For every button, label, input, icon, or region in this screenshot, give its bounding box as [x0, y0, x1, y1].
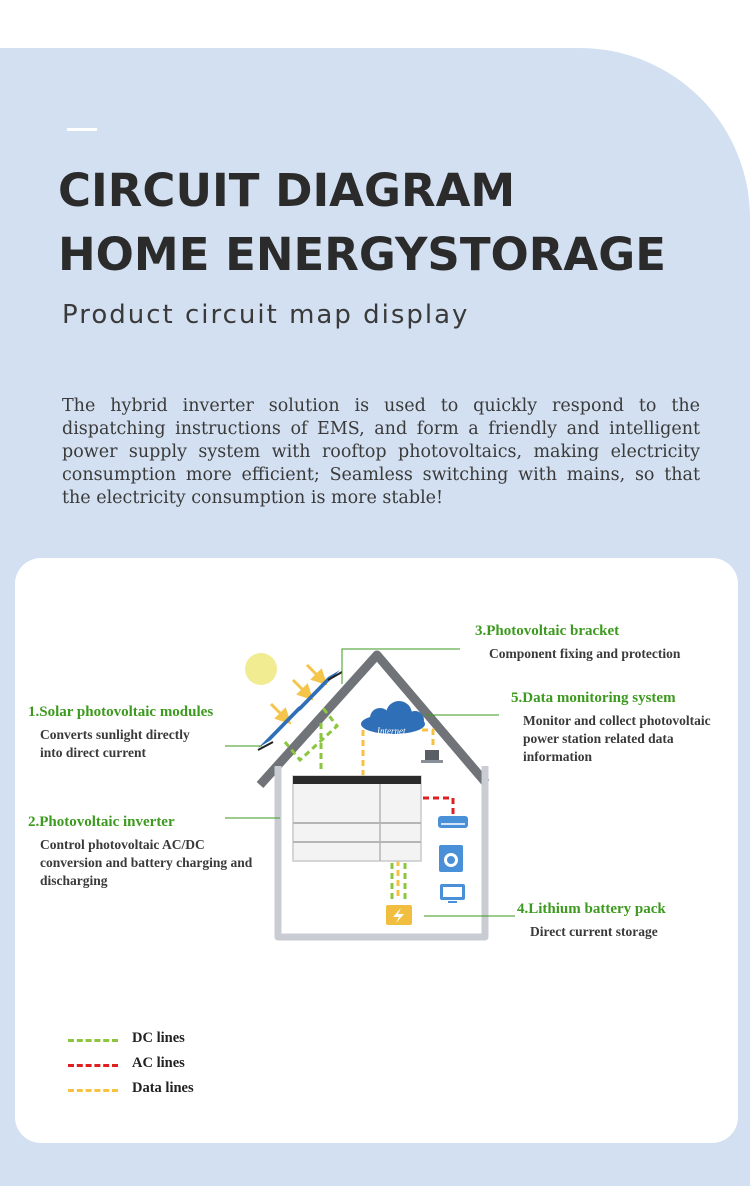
label-solar-modules-desc: Converts sunlight directly into direct current	[40, 727, 190, 760]
label-solar-modules-title: 1.Solar photovoltaic modules	[28, 704, 214, 720]
washing-machine-icon	[439, 845, 463, 872]
label-bracket-title: 3.Photovoltaic bracket	[475, 623, 620, 639]
title-line-2: HOME ENERGYSTORAGE	[58, 228, 666, 281]
label-monitoring-title: 5.Data monitoring system	[511, 690, 676, 706]
diagram-card	[15, 558, 738, 1143]
label-inverter-title: 2.Photovoltaic inverter	[28, 814, 175, 830]
label-battery-title: 4.Lithium battery pack	[517, 901, 666, 917]
label-bracket-desc: Component fixing and protection	[489, 646, 681, 661]
inverter-icon	[293, 776, 421, 861]
legend-ac-line	[68, 1064, 118, 1067]
battery-icon	[386, 905, 412, 925]
accent-dash	[67, 128, 97, 131]
description-paragraph: The hybrid inverter solution is used to quickly respond to the dispatching instructions of EMS, and form a friendly and intelligent power supply system with rooftop photovoltaics, making electricity consumption more efficient; Seamless switching with mains, so that the electricity consumption is more stable!	[62, 396, 700, 508]
air-conditioner-icon	[438, 816, 468, 828]
legend-dc-line	[68, 1039, 118, 1042]
subtitle: Product circuit map display	[62, 300, 470, 330]
sun-icon	[245, 653, 277, 685]
legend-data-label: Data lines	[132, 1080, 194, 1096]
ac-line	[423, 798, 453, 816]
label-monitoring-desc: Monitor and collect photovoltaic power station related data information	[523, 713, 711, 764]
legend-ac-label: AC lines	[132, 1055, 185, 1071]
title-line-1: CIRCUIT DIAGRAM	[58, 164, 516, 217]
legend-dc-label: DC lines	[132, 1030, 185, 1046]
label-battery-desc: Direct current storage	[530, 924, 658, 939]
label-inverter-desc: Control photovoltaic AC/DC conversion and battery charging and discharging	[40, 837, 253, 888]
laptop-icon	[421, 750, 443, 763]
legend-data-line	[68, 1089, 118, 1092]
internet-label: Internet	[377, 726, 406, 736]
television-icon	[440, 884, 465, 903]
